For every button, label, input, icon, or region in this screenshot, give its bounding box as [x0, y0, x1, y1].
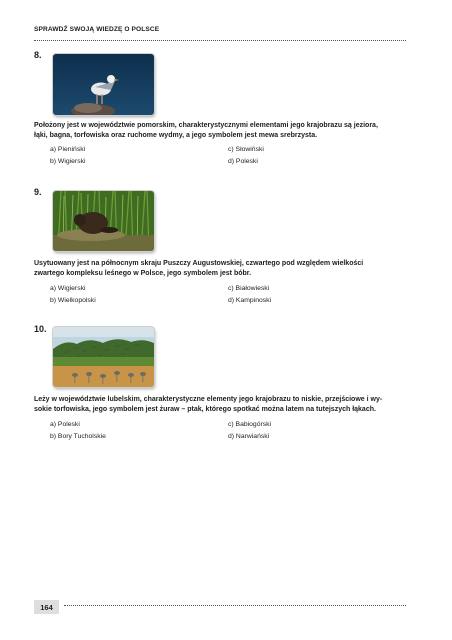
- question-9-photo-beaver: [53, 191, 154, 251]
- question-8-text-line1: Położony jest w województwie pomorskim, charakterystycznymi elementami jego krajobrazu są jeziora,: [34, 122, 378, 129]
- question-8-text: [34, 121, 406, 141]
- footer-divider: [64, 605, 406, 606]
- question-8-option-b: b) Wigierski: [50, 158, 86, 165]
- question-8-option-d: d) Poleski: [228, 158, 258, 165]
- header-divider: [34, 40, 406, 41]
- question-9-option-a: a) Wigierski: [50, 285, 86, 292]
- question-8-photo-seagull: [53, 54, 154, 115]
- question-10-option-a: a) Poleski: [50, 421, 80, 428]
- question-9-text-line2: zwartego kompleksu leśnego w Polsce, jego symbolem jest bóbr.: [34, 270, 252, 277]
- question-10-photo-cranes: [53, 327, 154, 387]
- question-9-option-d: d) Kampinoski: [228, 297, 272, 304]
- question-9-text-line1: Usytuowany jest na północnym skraju Puszczy Augustowskiej, czwartego pod względem wielkości: [34, 260, 364, 267]
- question-10-option-b: b) Bory Tucholskie: [50, 433, 106, 440]
- question-8-option-c: c) Słowiński: [228, 146, 264, 153]
- question-8-option-a: a) Pieniński: [50, 146, 86, 153]
- question-9-text: [34, 259, 406, 279]
- question-10-option-d: d) Narwiański: [228, 433, 270, 440]
- question-8-number: 8.: [34, 50, 42, 60]
- question-9-option-c: c) Białowieski: [228, 285, 270, 292]
- question-10-text: [34, 395, 406, 415]
- section-header: SPRAWDŹ SWOJĄ WIEDZĘ O POLSCE: [34, 26, 160, 33]
- question-10-text-line1: Leży w województwie lubelskim, charakterystyczne elementy jego krajobrazu to niskie, przejściowe i wy-: [34, 396, 383, 403]
- question-9-number: 9.: [34, 187, 42, 197]
- question-10-number: 10.: [34, 324, 47, 334]
- question-10-option-c: c) Babiogórski: [228, 421, 272, 428]
- question-9-option-b: b) Wielkopolski: [50, 297, 96, 304]
- page-number: 164: [34, 600, 59, 614]
- question-10-text-line2: sokie torfowiska, jego symbolem jest żuraw – ptak, którego spotkać można latem na tutejszych łąkach.: [34, 406, 376, 413]
- question-8-text-line2: łąki, bagna, torfowiska oraz ruchome wydmy, a jego symbolem jest mewa srebrzysta.: [34, 132, 318, 139]
